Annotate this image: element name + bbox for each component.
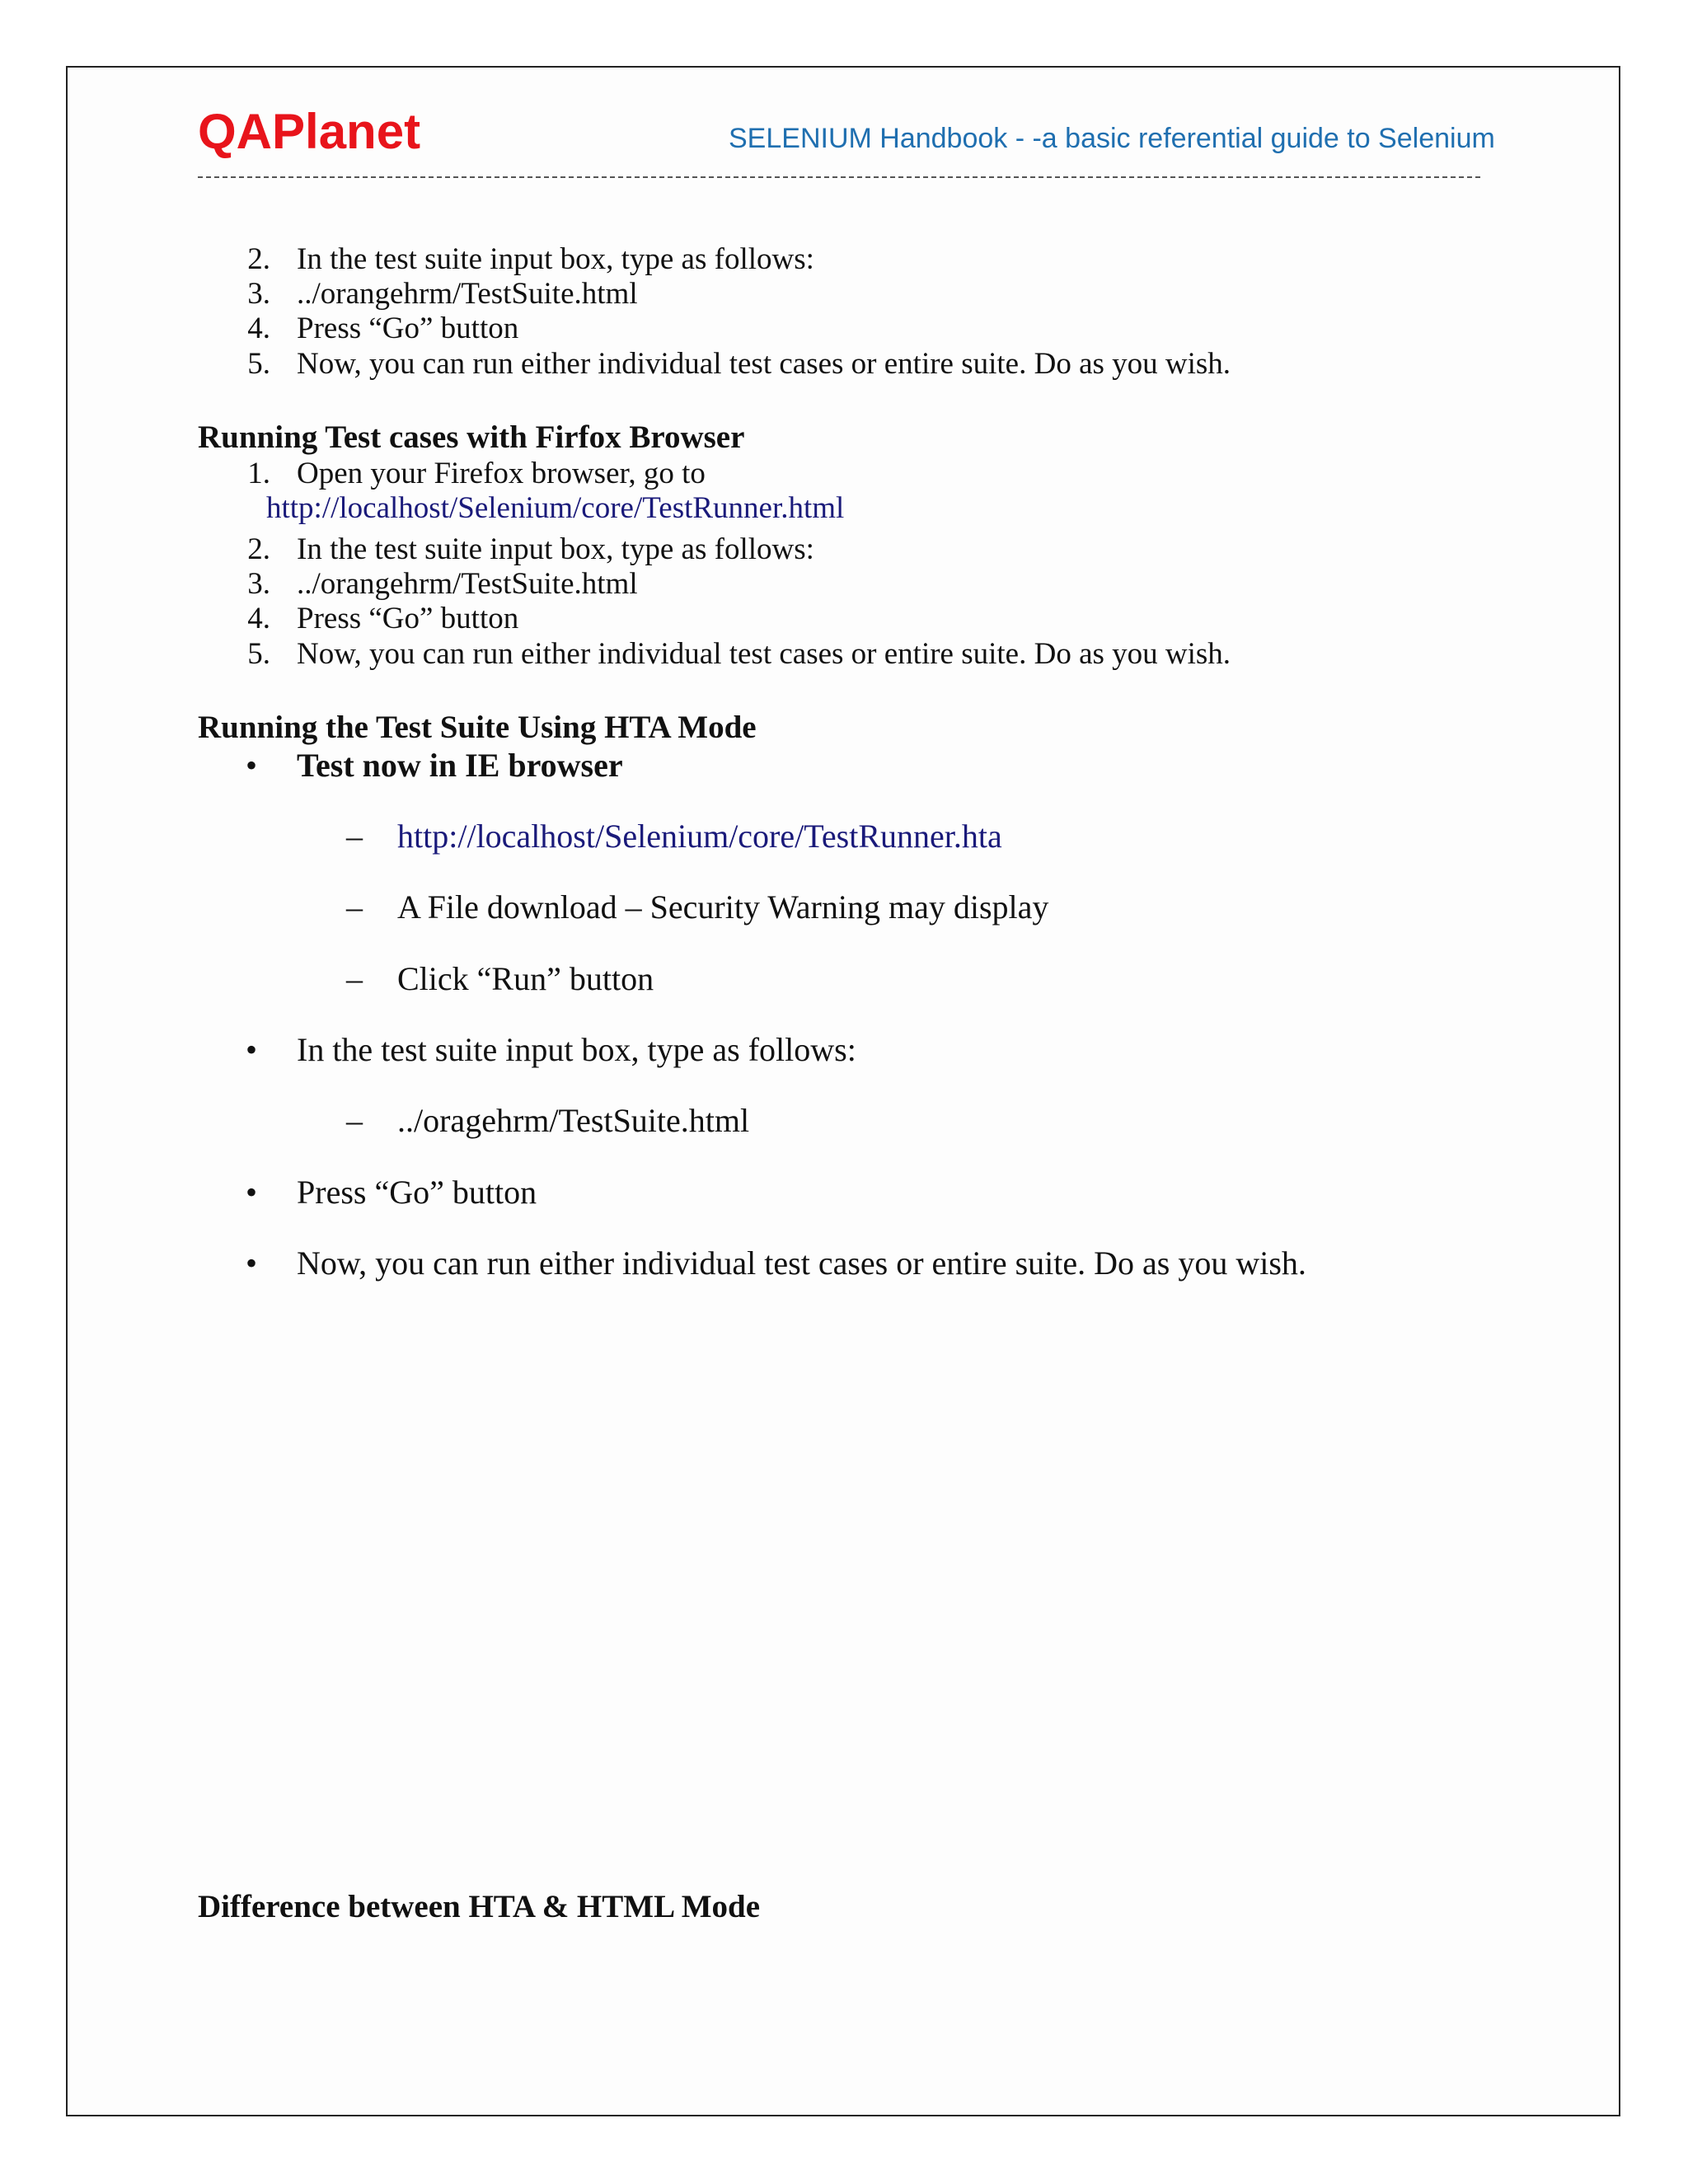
- list-number: 1.: [247, 457, 270, 490]
- list-item: Now, you can run either individual test cases or entire suite. Do as you wish.: [297, 637, 1231, 671]
- list-item: Now, you can run either individual test cases or entire suite. Do as you wish.: [297, 347, 1231, 381]
- header-subtitle: SELENIUM Handbook - -a basic referential guide to Selenium: [729, 123, 1495, 154]
- sub-item: ../oragehrm/TestSuite.html: [397, 1102, 750, 1139]
- section-heading-difference: Difference between HTA & HTML Mode: [198, 1889, 761, 1924]
- bullet-icon: •: [246, 1174, 258, 1211]
- list-item: Press “Go” button: [297, 312, 519, 345]
- list-number: 3.: [247, 277, 270, 311]
- header-divider: [198, 176, 1480, 178]
- list-number: 4.: [247, 312, 270, 345]
- bullet-icon: •: [246, 1031, 258, 1068]
- list-item: ../orangehrm/TestSuite.html: [297, 567, 638, 601]
- list-item: ../orangehrm/TestSuite.html: [297, 277, 638, 311]
- bullet-item: Press “Go” button: [297, 1174, 537, 1211]
- testrunner-html-link[interactable]: http://localhost/Selenium/core/TestRunner.html: [266, 491, 845, 525]
- testrunner-hta-link[interactable]: http://localhost/Selenium/core/TestRunner.hta: [397, 818, 1002, 855]
- list-number: 5.: [247, 637, 270, 671]
- list-number: 3.: [247, 567, 270, 601]
- list-item: Press “Go” button: [297, 602, 519, 635]
- bullet-item: In the test suite input box, type as follows:: [297, 1031, 856, 1068]
- list-number: 2.: [247, 242, 270, 276]
- bullet-icon: •: [246, 1244, 258, 1282]
- sub-item: A File download – Security Warning may display: [397, 888, 1049, 926]
- section-heading-hta: Running the Test Suite Using HTA Mode: [198, 710, 757, 745]
- bullet-item-ie: Test now in IE browser: [297, 747, 623, 784]
- section-heading-firefox: Running Test cases with Firfox Browser: [198, 419, 745, 455]
- list-number: 2.: [247, 532, 270, 566]
- sub-item: Click “Run” button: [397, 960, 654, 997]
- list-item: In the test suite input box, type as follows:: [297, 242, 814, 276]
- list-item: Open your Firefox browser, go to: [297, 457, 706, 490]
- bullet-item: Now, you can run either individual test cases or entire suite. Do as you wish.: [297, 1244, 1306, 1282]
- dash-icon: –: [346, 1102, 363, 1139]
- list-item: In the test suite input box, type as follows:: [297, 532, 814, 566]
- list-number: 5.: [247, 347, 270, 381]
- dash-icon: –: [346, 960, 363, 997]
- brand-logo: QAPlanet: [198, 104, 421, 159]
- dash-icon: –: [346, 818, 363, 855]
- bullet-icon: •: [246, 747, 258, 784]
- dash-icon: –: [346, 888, 363, 926]
- list-number: 4.: [247, 602, 270, 635]
